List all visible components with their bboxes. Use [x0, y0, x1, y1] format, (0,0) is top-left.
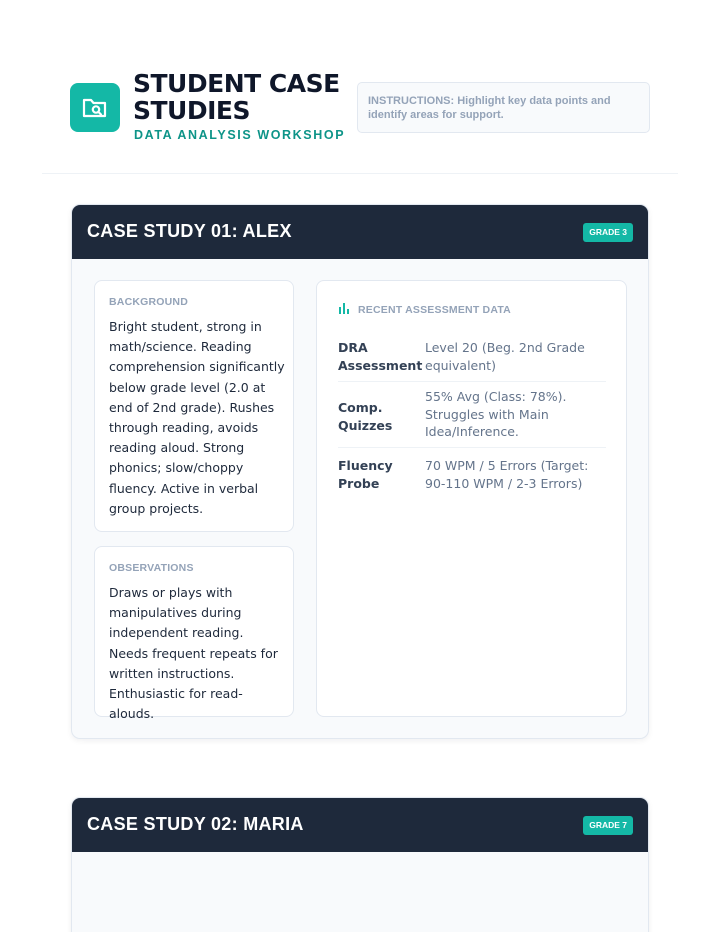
header-divider: [42, 173, 678, 174]
case-study-card: [71, 204, 649, 739]
observations-panel: [94, 546, 294, 722]
background-panel: [94, 280, 294, 532]
page-header: [70, 70, 650, 150]
case-study-card: [71, 797, 649, 932]
observations-label: OBSERVATIONS: [109, 562, 194, 574]
assessment-heading: [338, 302, 511, 317]
assessment-row-value: Level 20 (Beg. 2nd Grade equivalent): [425, 340, 585, 373]
case-study-title: CASE STUDY 02: MARIA: [87, 814, 304, 834]
assessment-label: RECENT ASSESSMENT DATA: [358, 303, 511, 316]
assessment-row: [338, 448, 606, 498]
background-label: BACKGROUND: [109, 296, 188, 308]
case-study-title: CASE STUDY 01: ALEX: [87, 221, 292, 241]
background-text: Bright student, strong in math/science. Reading comprehension significantly below grade level (2.0 at end of 2nd grade). Rushes through reading, avoids reading aloud. Strong phonics; slow/choppy fluency. Active in verbal group projects.: [109, 319, 285, 516]
page-subtitle: DATA ANALYSIS WORKSHOP: [134, 128, 346, 142]
page-title: STUDENT CASE STUDIES: [133, 69, 340, 125]
assessment-row-label: Comp. Quizzes: [338, 400, 393, 433]
assessment-row-label: Fluency Probe: [338, 458, 393, 491]
folder-search-icon: [70, 83, 120, 132]
assessment-row-label: DRA Assessment: [338, 340, 423, 373]
assessment-panel: [316, 280, 627, 717]
case-study-header: [72, 205, 648, 259]
assessment-row-value: 55% Avg (Class: 78%). Struggles with Main Idea/Inference.: [425, 389, 567, 439]
assessment-row: [338, 337, 606, 382]
bar-chart-icon: [338, 302, 350, 317]
instructions-box: INSTRUCTIONS: Highlight key data points and identify areas for support.: [357, 82, 650, 133]
assessment-row-value: 70 WPM / 5 Errors (Target: 90-110 WPM / 2-3 Errors): [425, 458, 589, 491]
grade-badge: GRADE 3: [583, 223, 633, 242]
observations-text: Draws or plays with manipulatives during independent reading. Needs frequent repeats for written instructions. Enthusiastic for read-alouds.: [109, 585, 278, 722]
case-study-header: [72, 798, 648, 852]
grade-badge: GRADE 7: [583, 816, 633, 835]
assessment-row: [338, 382, 606, 448]
